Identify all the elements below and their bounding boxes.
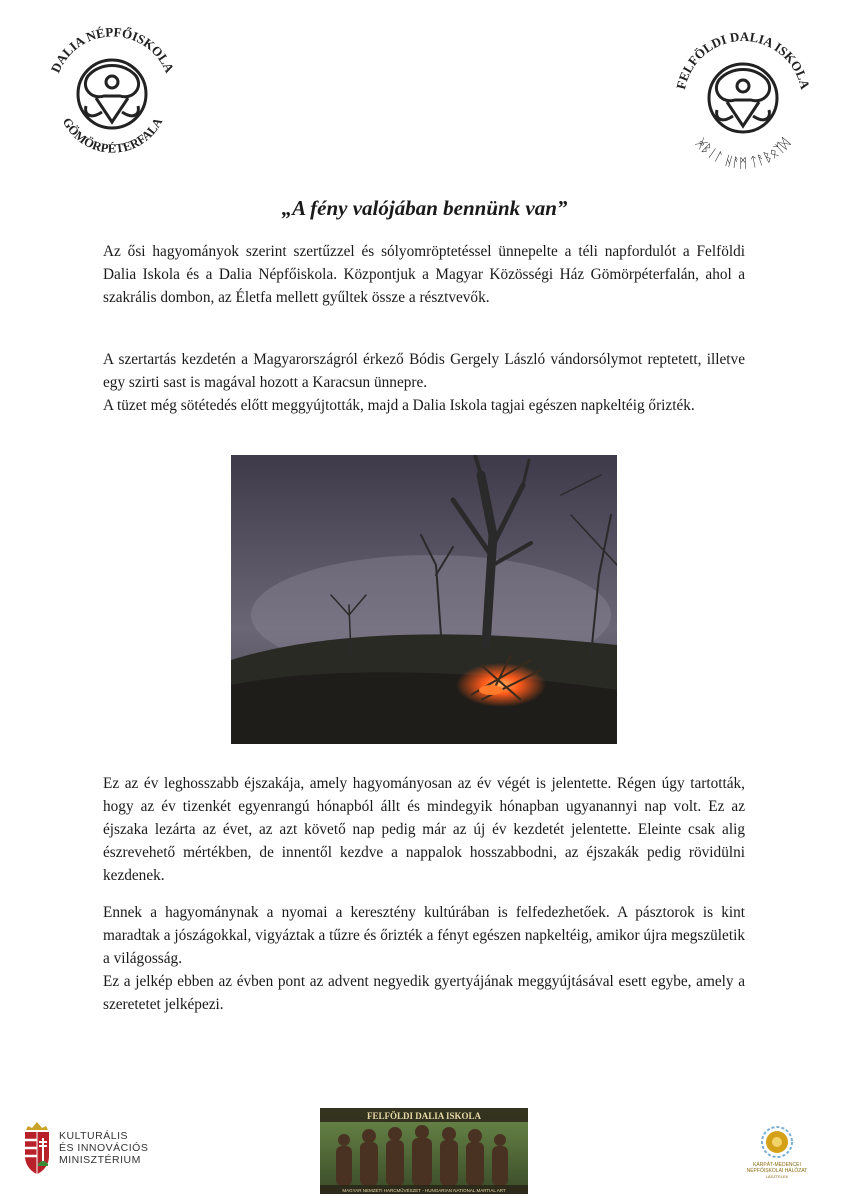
- dalia-nepfoiskola-logo: [40, 22, 185, 167]
- paragraph-text: Ez az év leghosszabb éjszakája, amely hagyományosan az év végét is jelentette. Régen úgy tartották, hogy az év tizenkét egyenrangú hónapból állt és mindegyik hónapban ugyanannyi nap volt. Ez az éjszaka lezárta az évet, az azt követő nap pedig már az új év kezdetét jelentette. Eleinte csak alig észrevehető mértékben, de innentől kezdve a nappalok hosszabbodni, az éjszakák pedig rövidülni kezdenek.: [103, 775, 745, 884]
- paragraph-text: Az ősi hagyományok szerint szertűzzel és sólyomröptetéssel ünnepelte a téli napfordulót a Felföldi Dalia Iskola és a Dalia Népfőiskola. Központjuk a Magyar Közösségi Ház Gömörpéterfalán, ahol a szakrális dombon, az Életfa mellett gyűltek össze a résztvevők.: [103, 243, 745, 306]
- svg-text:DALIA NÉPFŐISKOLA: [48, 24, 178, 75]
- svg-text:FELFÖLDI DALIA ISKOLA: [673, 29, 813, 91]
- ministry-line: KULTURÁLIS: [59, 1130, 128, 1142]
- felfoldi-dalia-iskola-logo: [668, 22, 818, 172]
- knot-emblem-icon: [709, 64, 777, 132]
- dalia-iskola-banner: [320, 1108, 528, 1194]
- network-line: KÁRPÁT-MEDENCEI: [753, 1162, 801, 1168]
- hungarian-coat-of-arms-icon: [22, 1120, 52, 1176]
- paragraph-text: Ez a jelkép ebben az évben pont az advent negyedik gyertyájának meggyújtásával esett egybe, amely a szeretetet jelképezi.: [103, 973, 745, 1013]
- paragraph-4: [103, 901, 745, 1016]
- paragraph-3: [103, 772, 745, 887]
- ministry-logo: [22, 1120, 192, 1178]
- banner-subtitle: MAGYAR NEMZETI HARCMŰVÉSZET - HUNGARIAN NATIONAL MARTIAL ART: [342, 1188, 506, 1193]
- ministry-line: ÉS INNOVÁCIÓS: [59, 1142, 149, 1154]
- ministry-name: [59, 1130, 148, 1166]
- logo-right-runes: ᚸᛒᛁᛚ ᚺᚨᛗ ᛏᚨᛒᛟᛉᛞ: [692, 136, 794, 172]
- logo-left-arc-bottom: GÖMÖRPÉTERFALA: [59, 115, 166, 156]
- paragraph-text: Ennek a hagyománynak a nyomai a keresztény kultúrában is felfedezhetőek. A pásztorok is kint maradtak a jószágokkal, vigyáztak a tűzre és őrizték a fényt egészen napkeltéig, amikor újra megszületik a világosság.: [103, 904, 745, 967]
- paragraph-2: [103, 348, 745, 417]
- paragraph-text: A szertartás kezdetén a Magyarországról érkező Bódis Gergely László vándorsólymot reptetett, illetve egy szirti sast is magával hozott a Karacsun ünnepre.: [103, 351, 745, 391]
- page-title: „A fény valójában bennünk van”: [281, 196, 568, 220]
- nepfoiskolai-halozat-logo: [745, 1122, 809, 1184]
- banner-title: FELFÖLDI DALIA ISKOLA: [366, 1111, 482, 1121]
- logo-right-arc-top: FELFÖLDI DALIA ISKOLA: [673, 28, 813, 91]
- paragraph-1: [103, 240, 745, 309]
- knot-emblem-icon: [78, 60, 146, 128]
- network-line: NÉPFŐISKOLAI HÁLÓZAT: [746, 1168, 808, 1174]
- bonfire-photo: [231, 455, 617, 744]
- network-line: LÁSZTELEK: [765, 1174, 789, 1179]
- paragraph-text: A tüzet még sötétedés előtt meggyújtották, majd a Dalia Iskola tagjai egészen napkeltéig őrizték.: [103, 397, 695, 414]
- svg-text:ᚸᛒᛁᛚ ᚺᚨᛗ ᛏᚨᛒᛟᛉᛞ: [693, 136, 794, 172]
- ministry-line: MINISZTÉRIUM: [59, 1154, 141, 1166]
- logo-left-arc-top: DALIA NÉPFŐISKOLA: [47, 24, 178, 76]
- sun-emblem-icon: [762, 1127, 792, 1157]
